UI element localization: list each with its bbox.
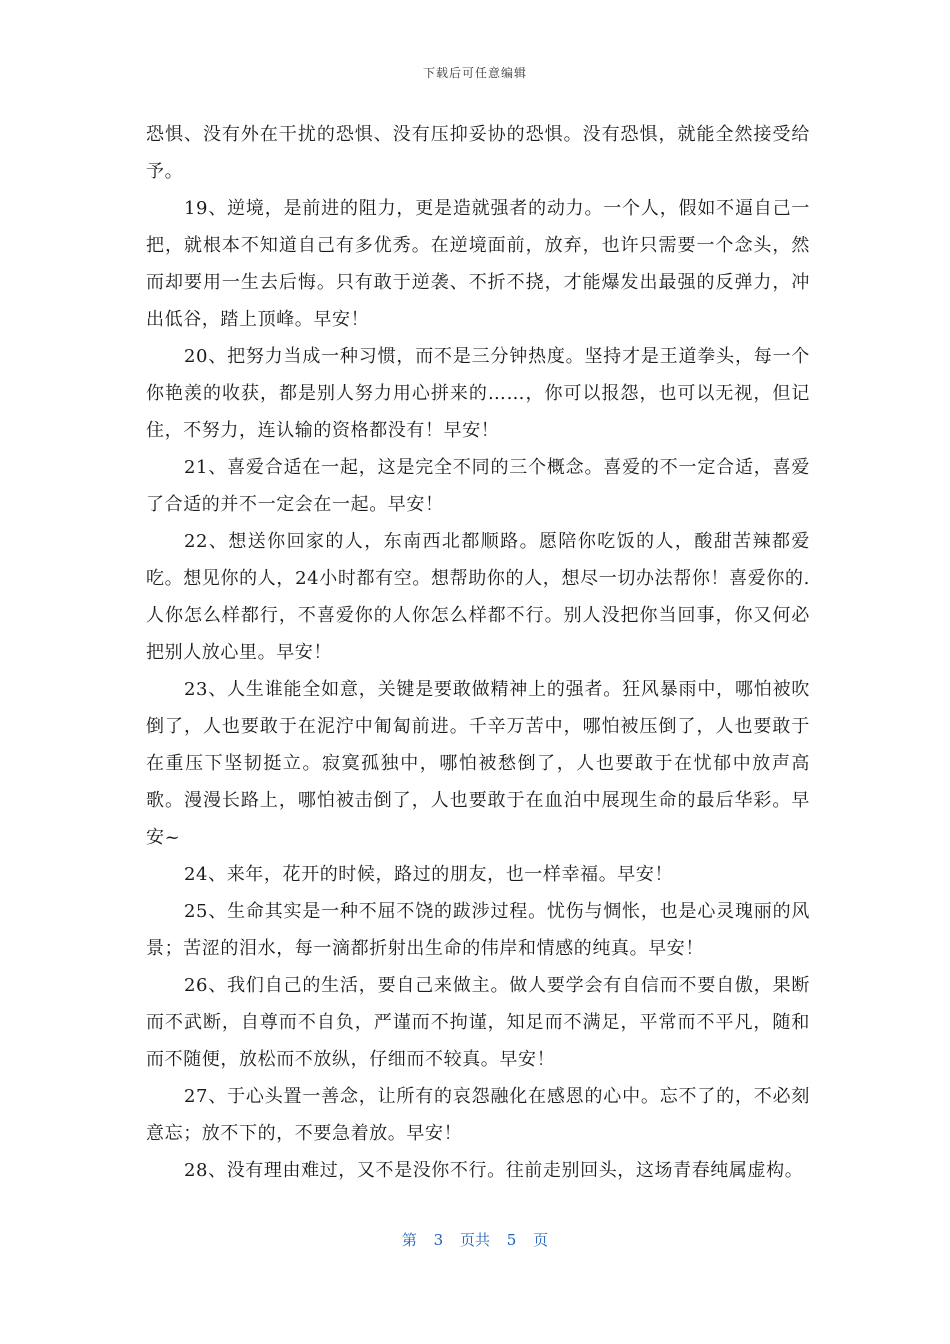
paragraph: 27、于心头置一善念，让所有的哀怨融化在感恩的心中。忘不了的，不必刻意忘；放不下的，不要急着放。早安！: [146, 1086, 810, 1144]
paragraph: 19、逆境，是前进的阻力，更是造就强者的动力。一个人，假如不逼自己一把，就根本不知道自己有多优秀。在逆境面前，放弃，也许只需要一个念头，然而却要用一生去后悔。只有敢于逆袭、不折不挠，才能爆发出最强的反弹力，冲出低谷，踏上顶峰。早安！: [146, 198, 810, 330]
paragraph: 26、我们自己的生活，要自己来做主。做人要学会有自信而不要自傲，果断而不武断，自尊而不自负，严谨而不拘谨，知足而不满足，平常而不平凡，随和而不随便，放松而不放纵，仔细而不较真。早安！: [146, 975, 810, 1070]
footer-middle: 页共: [459, 1231, 490, 1249]
paragraph: 23、人生谁能全如意，关键是要敢做精神上的强者。狂风暴雨中，哪怕被吹倒了，人也要敢于在泥泞中匍匐前进。千辛万苦中，哪怕被压倒了，人也要敢于在重压下坚韧挺立。寂寞孤独中，哪怕被愁倒了，人也要敢于在忧郁中放声高歌。漫漫长路上，哪怕被击倒了，人也要敢于在血泊中展现生命的最后华彩。早安~: [146, 679, 810, 848]
document-body: [146, 116, 810, 1189]
footer-prefix: 第: [401, 1231, 417, 1249]
paragraph: 21、喜爱合适在一起，这是完全不同的三个概念。喜爱的不一定合适，喜爱了合适的并不一定会在一起。早安！: [146, 457, 810, 515]
paragraph: 20、把努力当成一种习惯，而不是三分钟热度。坚持才是王道拳头，每一个你艳羡的收获，都是别人努力用心拼来的……，你可以报怨，也可以无视，但记住，不努力，连认输的资格都没有！早安！: [146, 346, 810, 441]
paragraph: 恐惧、没有外在干扰的恐惧、没有压抑妥协的恐惧。没有恐惧，就能全然接受给予。: [146, 124, 810, 182]
paragraph: 25、生命其实是一种不屈不饶的跋涉过程。忧伤与惆怅，也是心灵瑰丽的风景；苦涩的泪水，每一滴都折射出生命的伟岸和情感的纯真。早安！: [146, 901, 810, 959]
page-header: 下载后可任意编辑: [422, 66, 527, 80]
footer-page-number: 3: [433, 1231, 444, 1249]
footer-suffix: 页: [533, 1231, 549, 1249]
footer-total-pages: 5: [506, 1231, 517, 1249]
paragraph: 28、没有理由难过，又不是没你不行。往前走别回头，这场青春纯属虚构。: [184, 1160, 804, 1181]
page-footer: [0, 1229, 950, 1250]
paragraph: 22、想送你回家的人，东南西北都顺路。愿陪你吃饭的人，酸甜苦辣都爱吃。想见你的人，24小时都有空。想帮助你的人，想尽一切办法帮你！喜爱你的.人你怎么样都行，不喜爱你的人你怎么样都不行。别人没把你当回事，你又何必把别人放心里。早安！: [146, 531, 810, 663]
paragraph: 24、来年，花开的时候，路过的朋友，也一样幸福。早安！: [184, 864, 674, 885]
